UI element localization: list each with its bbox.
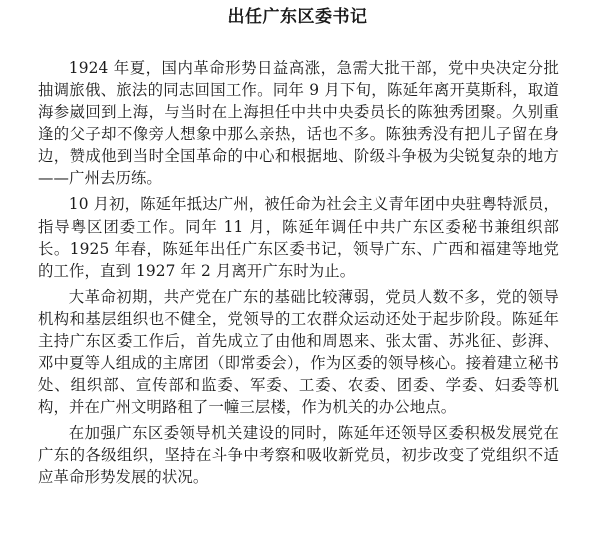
document-title: 出任广东区委书记 (227, 7, 368, 27)
paragraph: 1924 年夏，国内革命形势日益高涨，急需大批干部，党中央决定分批抽调旅俄、旅法的同志回国工作。同年 9 月下旬，陈延年离开莫斯科，取道海参崴回到上海，与当时在上海担任中共中央委员长的陈独秀团聚。久别重逢的父子却不像旁人想象中那么亲热，话也不多。陈独秀没有把儿子留在身边，赞成他到当时全国革命的中心和根据地、阶级斗争极为尖锐复杂的地方——广州去历练。 (38, 59, 559, 188)
document-body (38, 57, 559, 492)
paragraph: 大革命初期，共产党在广东的基础比较薄弱，党员人数不多，党的领导机构和基层组织也不健全，党领导的工农群众运动还处于起步阶段。陈延年主持广东区委工作后，首先成立了由他和周恩来、张太雷、苏兆征、彭湃、邓中夏等人组成的主席团（即常委会），作为区委的领导核心。接着建立秘书处、组织部、宣传部和监委、军委、工委、农委、团委、学委、妇委等机构，并在广州文明路租了一幢三层楼，作为机关的办公地点。 (38, 287, 559, 417)
paragraph: 10 月初，陈延年抵达广州，被任命为社会主义青年团中央驻粤特派员，指导粤区团委工作。同年 11 月，陈延年调任中共广东区委秘书兼组织部长。1925 年春，陈延年出任广东区委书记，领导广东、广西和福建等地党的工作，直到 1927 年 2 月离开广东时为止。 (38, 195, 559, 280)
paragraph: 在加强广东区委领导机关建设的同时，陈延年还领导区委积极发展党在广东的各级组织，坚持在斗争中考察和吸收新党员，初步改变了党组织不适应革命形势发展的状况。 (38, 424, 559, 487)
